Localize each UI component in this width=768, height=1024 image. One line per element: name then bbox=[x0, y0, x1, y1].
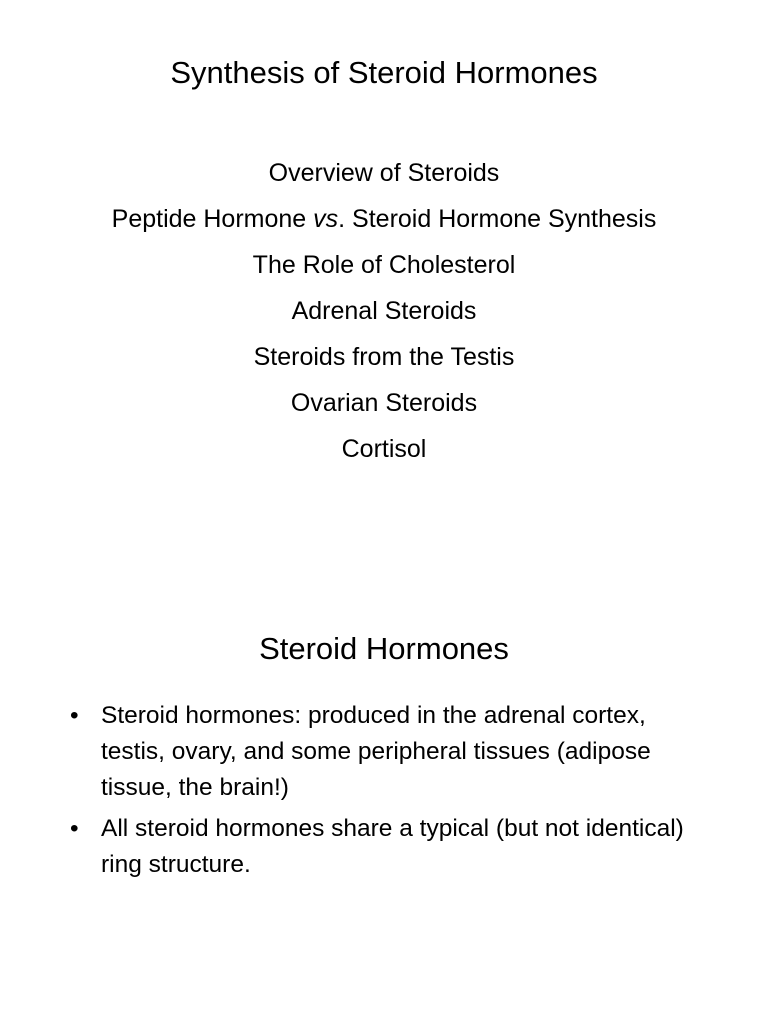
topic-emphasis: vs bbox=[313, 205, 339, 233]
slide-steroid-hormones bbox=[0, 512, 768, 1024]
bullet-text: All steroid hormones share a typical (but not identical) ring structure. bbox=[101, 815, 684, 878]
topic-item: Overview of Steroids bbox=[268, 159, 500, 187]
topic-item: Adrenal Steroids bbox=[291, 297, 477, 325]
topic-text: . Steroid Hormone Synthesis bbox=[338, 205, 657, 233]
slide-title: Synthesis of Steroid Hormones bbox=[170, 55, 598, 90]
bullet-dot-icon: • bbox=[70, 702, 79, 729]
topic-item: The Role of Cholesterol bbox=[252, 251, 516, 279]
bullet-list bbox=[70, 698, 710, 888]
topic-item: Steroids from the Testis bbox=[253, 343, 515, 371]
bullet-text: Steroid hormones: produced in the adrenal cortex, testis, ovary, and some peripheral tissues (adipose tissue, the brain!) bbox=[101, 702, 651, 801]
bullet-item bbox=[70, 698, 710, 806]
topic-text: Peptide Hormone bbox=[111, 205, 314, 233]
bullet-item bbox=[70, 811, 710, 883]
topic-item: Cortisol bbox=[341, 435, 427, 463]
topic-item: Ovarian Steroids bbox=[290, 389, 478, 417]
topic-item bbox=[0, 196, 768, 242]
topic-list bbox=[0, 150, 768, 472]
slide-title: Steroid Hormones bbox=[259, 631, 509, 666]
bullet-dot-icon: • bbox=[70, 815, 79, 842]
